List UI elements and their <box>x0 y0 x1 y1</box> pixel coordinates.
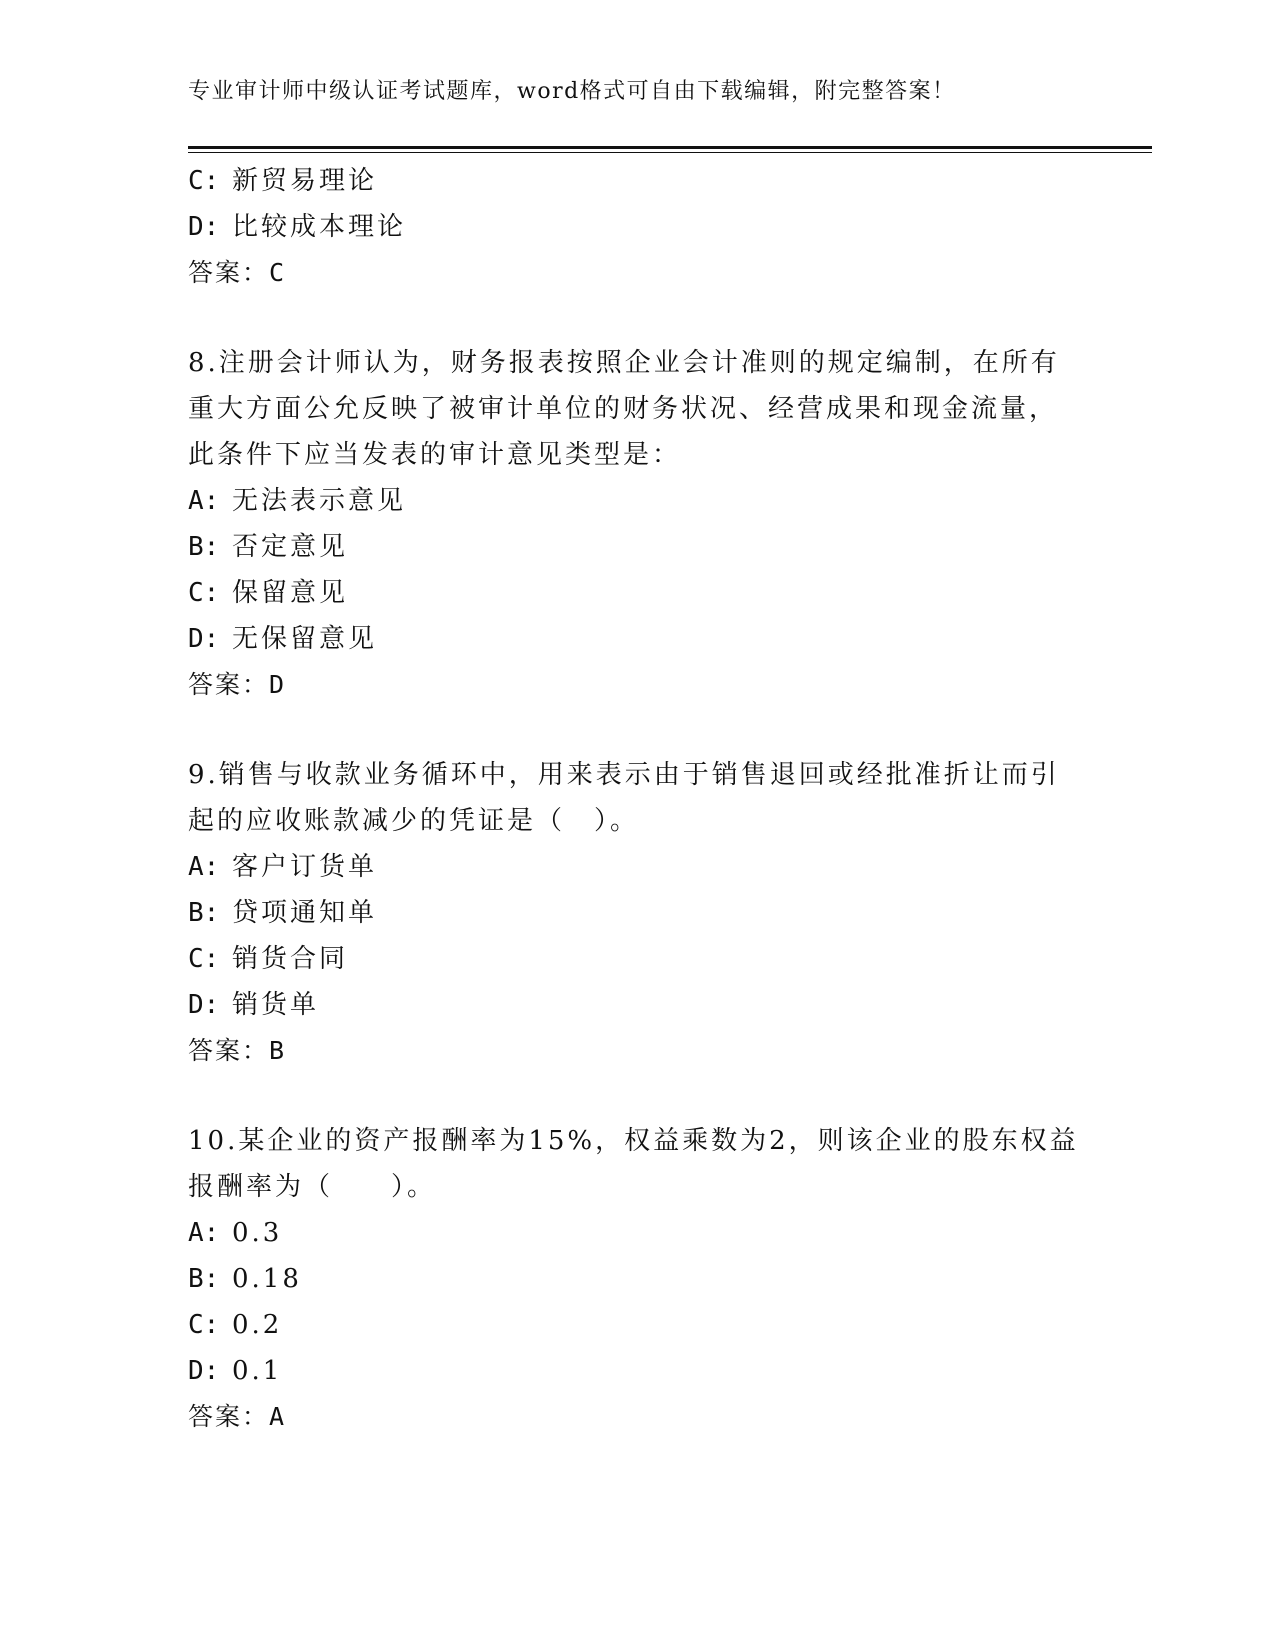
option-letter: A: <box>188 486 220 516</box>
spacer <box>188 708 1088 752</box>
option-text: 0.3 <box>232 1218 283 1248</box>
question-stem-line: 9.销售与收款业务循环中，用来表示由于销售退回或经批准折让而引 <box>188 760 1060 790</box>
answer-value: A <box>269 1402 287 1431</box>
option-letter: B: <box>188 1264 220 1294</box>
option-text: 无法表示意见 <box>232 486 407 516</box>
answer <box>188 250 1088 296</box>
document-body <box>188 158 1088 1440</box>
option-letter: C: <box>188 944 220 974</box>
option-text: 0.18 <box>232 1264 302 1294</box>
answer-value: D <box>269 670 287 699</box>
question-stem-line: 此条件下应当发表的审计意见类型是： <box>188 440 682 470</box>
option-letter: B: <box>188 532 220 562</box>
answer-label: 答案： <box>188 1402 270 1431</box>
option-text: 客户订货单 <box>232 852 378 882</box>
question-stem-line: 10.某企业的资产报酬率为15%，权益乘数为2，则该企业的股东权益 <box>188 1126 1079 1156</box>
answer-label: 答案： <box>188 1036 270 1065</box>
option-b <box>188 1256 1088 1302</box>
spacer <box>188 1074 1088 1118</box>
question-10 <box>188 1118 1088 1440</box>
option-c <box>188 936 1088 982</box>
answer <box>188 1028 1088 1074</box>
answer-value: C <box>269 258 287 287</box>
option-a <box>188 1210 1088 1256</box>
option-d <box>188 982 1088 1028</box>
spacer <box>188 296 1088 340</box>
option-a <box>188 478 1088 524</box>
option-d <box>188 1348 1088 1394</box>
option-text: 销货单 <box>232 990 320 1020</box>
option-c <box>188 570 1088 616</box>
option-a <box>188 844 1088 890</box>
option-text: 保留意见 <box>232 578 349 608</box>
option-letter: D: <box>188 990 220 1020</box>
option-letter: C: <box>188 1310 220 1340</box>
answer <box>188 1394 1088 1440</box>
option-text: 销货合同 <box>232 944 349 974</box>
option-text: 无保留意见 <box>232 624 378 654</box>
option-text: 新贸易理论 <box>232 166 378 196</box>
page-header: 专业审计师中级认证考试题库，word格式可自由下载编辑，附完整答案！ <box>188 79 956 104</box>
option-letter: C: <box>188 166 220 196</box>
question-stem-line: 起的应收账款减少的凭证是（ ）。 <box>188 806 640 836</box>
option-c <box>188 1302 1088 1348</box>
option-letter: D: <box>188 624 220 654</box>
option-letter: C: <box>188 578 220 608</box>
option-b <box>188 890 1088 936</box>
option-letter: D: <box>188 212 220 242</box>
option-text: 贷项通知单 <box>232 898 378 928</box>
option-letter: B: <box>188 898 220 928</box>
option-d <box>188 616 1088 662</box>
option-letter: A: <box>188 852 220 882</box>
question-8 <box>188 340 1088 708</box>
option-c <box>188 158 1088 204</box>
answer-label: 答案： <box>188 258 270 287</box>
option-letter: D: <box>188 1356 220 1386</box>
question-stem-line: 8.注册会计师认为，财务报表按照企业会计准则的规定编制，在所有 <box>188 348 1060 378</box>
option-text: 比较成本理论 <box>232 212 407 242</box>
question-7-continuation <box>188 158 1088 296</box>
answer-label: 答案： <box>188 670 270 699</box>
question-9 <box>188 752 1088 1074</box>
question-stem-line: 重大方面公允反映了被审计单位的财务状况、经营成果和现金流量， <box>188 394 1059 424</box>
option-b <box>188 524 1088 570</box>
answer-value: B <box>269 1036 287 1065</box>
option-text: 0.1 <box>232 1356 283 1386</box>
option-d <box>188 204 1088 250</box>
option-text: 否定意见 <box>232 532 349 562</box>
answer <box>188 662 1088 708</box>
question-stem-line: 报酬率为（ ）。 <box>188 1172 437 1202</box>
option-letter: A: <box>188 1218 220 1248</box>
header-divider <box>188 146 1152 153</box>
option-text: 0.2 <box>232 1310 283 1340</box>
